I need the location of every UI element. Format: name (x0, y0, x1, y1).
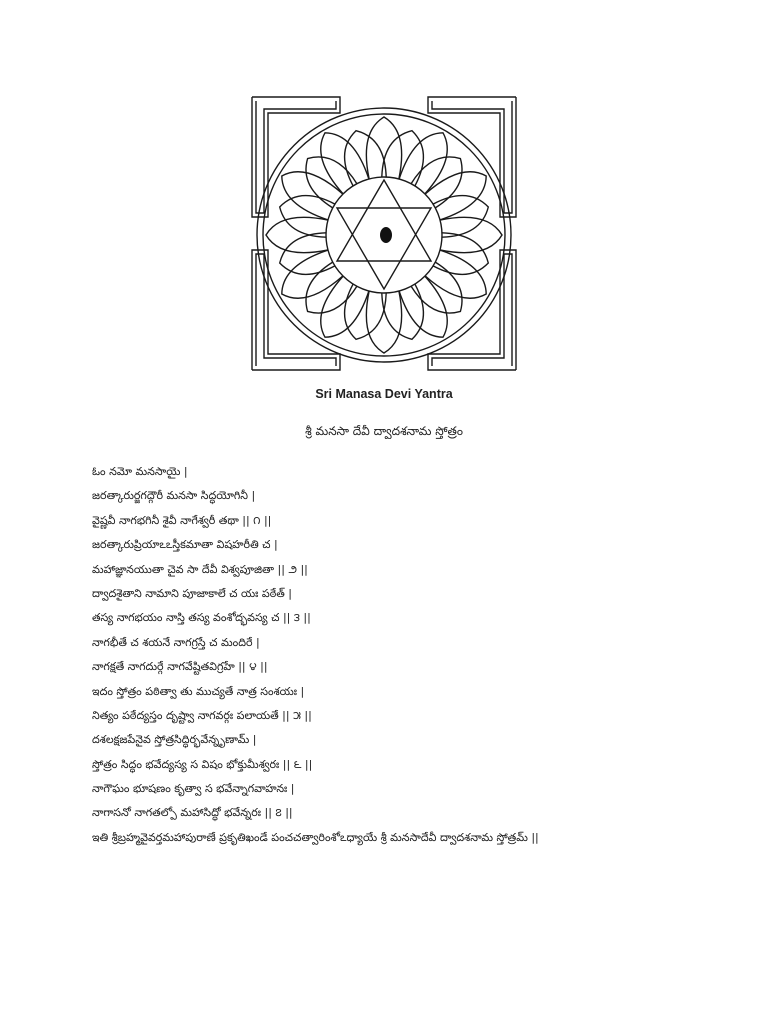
lotus-petal (440, 217, 502, 252)
stotram-title: శ్రీ మనసా దేవీ ద్వాదశనామ స్తోత్రం (305, 424, 463, 438)
yantra-bindu (380, 227, 392, 243)
stotram-verses (92, 460, 539, 850)
verse-line: తస్య నాగభయం నాస్తి తస్య వంశోద్భవస్య చ || ౩ || (92, 611, 311, 625)
yantra-upward-triangle (337, 180, 431, 261)
verse-line: ద్వాదశైతాని నామాని పూజాకాలే చ యః పఠేత్ | (92, 586, 293, 600)
manasa-devi-yantra-image (250, 95, 518, 372)
verse-line: నాగౌఘం భూషణం కృత్వా స భవేన్నాగవాహనః | (92, 782, 295, 796)
verse-line: నాగభీతే చ శయనే నాగగ్రస్తే చ మందిరే | (92, 635, 260, 649)
verse-line: మహాజ్ఞానయుతా చైవ సా దేవీ విశ్వపూజితా || ౨ || (92, 562, 308, 576)
lotus-petal (306, 262, 357, 313)
lotus-petal (266, 217, 328, 252)
verse-line: వైష్ణవీ నాగభగినీ శైవీ నాగేశ్వరీ తథా || ౧ || (92, 513, 272, 527)
yantra-downward-triangle (337, 208, 431, 289)
lotus-petal (366, 291, 401, 353)
lotus-petal (411, 262, 462, 313)
lotus-petal (366, 117, 401, 179)
lotus-petal (411, 157, 462, 208)
verse-line: జరత్కారుర్జగద్గౌరీ మనసా సిద్ధయోగినీ | (92, 489, 256, 503)
verse-line: నాగాసనో నాగతల్పో మహాసిద్ధో భవేన్నరః || ౭ || (92, 806, 293, 820)
lotus-petal (306, 157, 357, 208)
verse-line: దశలక్షజపేనైవ స్తోత్రసిద్ధిర్భవేన్నృణామ్ | (92, 733, 257, 747)
verse-line: ఇదం స్తోత్రం పఠిత్వా తు ముచ్యతే నాత్ర సంశయః | (92, 684, 305, 698)
verse-line: నిత్యం పఠేద్యస్తం దృష్ట్వా నాగవర్గః పలాయతే || ౫ || (92, 708, 312, 722)
yantra-caption: Sri Manasa Devi Yantra (315, 387, 453, 401)
verse-line: జరత్కారుప్రియాఽఽస్తీకమాతా విషహరీతి చ | (92, 538, 278, 552)
verse-line: ఓం నమో మనసాయై | (92, 465, 188, 478)
verse-line: స్తోత్రం సిద్ధం భవేద్యస్య స విషం భోక్తుమీశ్వరః || ౬ || (92, 757, 313, 771)
verse-line: నాగక్షతే నాగదుర్గే నాగవేష్టితవిగ్రహే || ౪ || (92, 660, 268, 674)
verse-line: ఇతి శ్రీబ్రహ్మవైవర్తమహాపురాణే ప్రకృతిఖండే పంచచత్వారింశోఽధ్యాయే శ్రీ మనసాదేవీ ద్వాదశనామ స్తోత్రమ్ || (92, 830, 539, 844)
